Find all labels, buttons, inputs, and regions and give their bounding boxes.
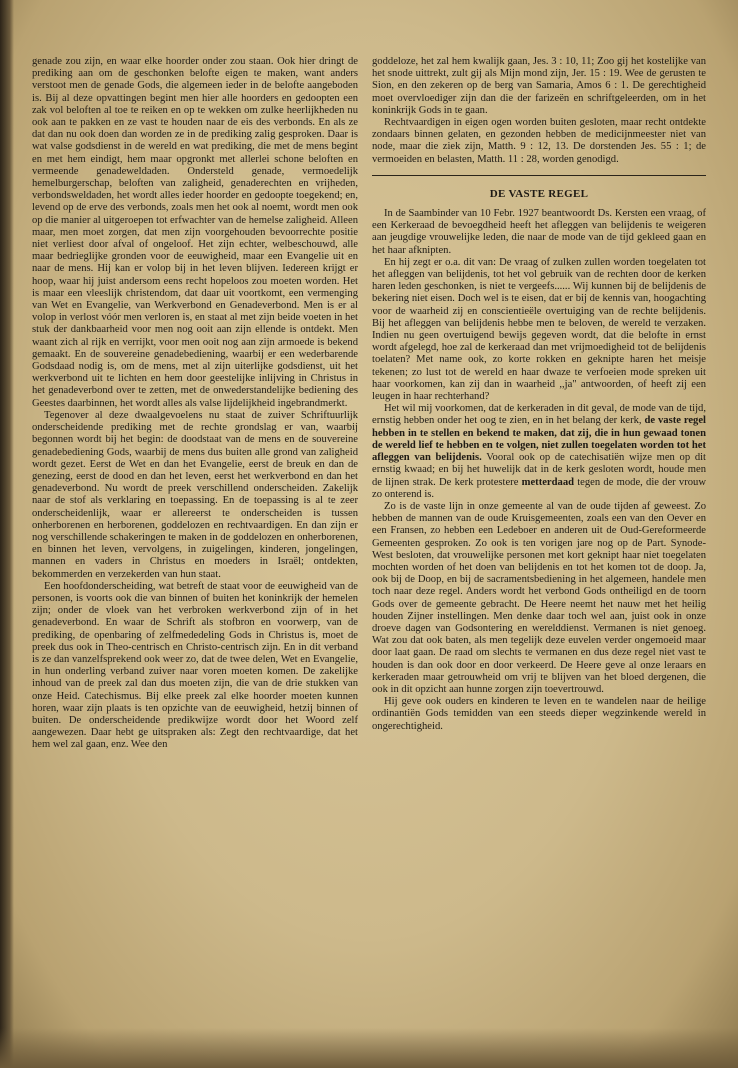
article-paragraph-4: Zo is de vaste lijn in onze gemeente al van de oude tijden af geweest. Zo hebben de mannen van de oude Kruisgemeenten, zoals een van den Oever en een Fransen, zo hebben een Ledeboer en anderen uit de Oud-Gereformeerde Gemeenten gesproken. Zo ook is ten vorigen jare nog op de Part. Synode-West besloten, dat vrouwelijke personen met kort geknipt haar niet toegelaten mochten worden of het doen van belijdenis en tot het komen tot de doop. Ja, ook bij de Doop, en bij de sacramentsbediening in het algemeen, handele men toch naar deze regel. Anders wordt het verbond Gods ontheiligd en de toorn Gods over de gemeente gebracht. De Heere neemt het nauw met het heilig houden Zijner instellingen. Men denke daar toch wel aan, juist ook in onze droeve dagen van Godsontering en werelddienst. Vermanen is niet genoeg. Wat zou dat ook baten, als men tegelijk deze euvelen verder ongemoeid maar door laat gaan. De raad om slechts te vermanen en dus deze regel niet vast te houden is dan ook door en door verkeerd. De Heere geve al onze leraars en kerkeraden maar getrouwheid om vrij te blijven van het bloed dergenen, die ook in dit opzicht aan hunne zorgen zijn toevertrouwd. (372, 500, 706, 695)
p3-start: Het wil mij voorkomen, dat de kerkeraden in dit geval, de mode van de tijd, ernstig hebben onder het oog te zien, en in het belang der kerk, (372, 403, 706, 427)
left-paragraph-1: genade zou zijn, en waar elke hoorder onder zou staan. Ook hier dringt de prediking aan om de geschonken belofte eigen te maken, want anders verstoot men de genade Gods, die algemeen ieder in de belofte aangeboden is. Bij al deze opvattingen begint men hier alle hoorders en gedoopten een zak vol beloften al toe te reiken en op te wekken om zulke heerlijkheden nu ook aan te pakken en ze vast te houden naar de eis des verbonds. En als ze dat dan nu ook doen dan worden ze in de prediking zalig gesproken. Daar is wat valse godsdienst in de wereld en wat prediking, die met de mens begint en met hem eindigt, hem maar opgronkt met allerlei schone beloften en vermeende genadeweldaden. Ondersteld genade, vermoedelijk hemelburgerschap, beloften van zaligheid, genaderechten en vrijheden, verbondsweldaden, het wordt alles ieder hoorder en gedoopte toegekend; en, levend op de erve des verbonds, zoals men het ook al noemt, wordt men ook op die manier al uitgeroepen tot erfwachter van de hemelse zaligheid. Alleen maar, men moet zorgen, dat men zijn voorgehouden bevoorrechte positie niet verliest door afval of ongeloof. Het zijn echter, welbeschouwd, alle maar bedrieglijke gronden voor de eeuwigheid, maar een Evangelie uit en naar de mens. Hij kan er volop bij in het leven blijven. Iedereen krijgt er hoop, waar hij juist andersom eens recht hopeloos zou moeten worden. Het is maar een vleeslijk christendom, dat daar uit voortkomt, een vermenging van Wet en Evangelie, van Werkverbond en Genadeverbond. Men is er al volop in verlost vóór men verloren is, en staat al met zijn beide voeten in het stuk der dankbaarheid voor men nog ooit aan zijn ellende is ontdekt. Men waant zich al rijk en verrijkt, voor men ooit nog aan zijn armoede is bekend gemaakt. En de souvereine genadebediening, waarbij er een wederbarende Godsdaad nodig is, om de mens, met al zijn uiterlijke godsdienst, uit het werkverbond uit te lichten en hem door geestelijke inlijving in Christus in het genadeverbond over te zetten, met de onwederstandelijke bediening des Geestes daarbinnen, het wordt alles als valse lijdelijkheid ingebrandmerkt. (32, 56, 358, 409)
article-paragraph-2: En hij zegt er o.a. dit van: De vraag of zulken zullen worden toegelaten tot het afleggen van belijdenis, tot het vol gebruik van de rechten door de kerken haren leden geschonken, is niet te vergeefs...... Wij kunnen bij de belijdenis de bekering niet eisen. Doch wel is te eisen, dat er bij de kennis van, hoogachting voor de waarheid zij en conscientieële overtuiging van de rechte belijdenis. Bij het afleggen van belijdenis hebbe men te beloven, de wereld te verzaken. Indien nu geen overtuigend bewijs gegeven wordt, dat die belofte in ernst wordt afgelegd, hoe zal de kerkeraad dan met vrijmoedigheid tot de belijdenis toelaten? Met name ook, zo korte rokken en geknipte haren het meisje tekenen; zo lust tot de wereld en haar dwaze te verfoeien mode spreken uit haar voorkomen, kan zij dan in waarheid ,,ja" antwoorden, of heeft zij een leugen in haar rechterhand? (372, 256, 706, 403)
right-intro-paragraph-2: Rechtvaardigen in eigen ogen worden buiten gesloten, maar recht ontdekte zondaars binnen gelaten, en gezonden hebben de medicijnmeester niet van node, maar die ziek zijn, Matth. 9 : 12, 13. De dorstenden Jes. 55 : 1; de vermoeiden en belasten, Matth. 11 : 28, worden genodigd. (372, 117, 706, 165)
p3-middle: Vooral ook op de catechisatiën wijze men op dit ernstig kwaad; en bij het huwelijk dat in de kerk gesloten wordt, houde men de lijnen strak. De kerk protestere (372, 452, 706, 488)
section-divider (372, 175, 706, 176)
p3-bold-word: metterdaad (521, 476, 575, 488)
right-column (372, 56, 706, 733)
article-paragraph-3 (372, 403, 706, 501)
p3-bold-rule: de vaste regel hebben in te stellen en bekend te maken, dat zij, die in hun gewaad tonen de wereld lief te hebben en te volgen, niet zullen toegelaten worden tot het afleggen van belijdenis. (372, 415, 706, 464)
article-paragraph-1: In de Saambinder van 10 Febr. 1927 beantwoordt Ds. Kersten een vraag, of een Kerkeraad de bevoegdheid heeft het afleggen van belijdenis te weigeren aan jeugdige vrouwelijke leden, die naar de mode van de tijd gekleed gaan en het haar afknipten. (372, 208, 706, 256)
left-paragraph-3: Een hoofdonderscheiding, wat betreft de staat voor de eeuwigheid van de personen, is voorts ook die van binnen of buiten het koninkrijk der hemelen zijn; onder de vloek van het verbroken werkverbond zijn of in het genadeverbond. En waar de Schrift als stofbron en voorwerp, van de prediking, de openbaring of zelfmededeling Gods in Christus is, moet de preek dus ook in Theo-centrisch en Christo-centrisch zijn. En in dit verband is ze dan vanzelfsprekend ook weer zo, dat de twee delen, Wet en Evangelie, in hun onderling verband zuiver naar voren moeten komen. De zakelijke inhoud van de preek zal dan dus moeten zijn, die van de drie stukken van onze Heid. Catechismus. Bij elke preek zal elke hoorder moeten kunnen horen, waar zijn plaats is ten opzichte van de eeuwigheid, hetzij binnen of buiten. De onderscheidende predikwijze wordt door het Woord zelf aangewezen. Daar hebt ge uitspraken als: Zegt den rechtvaardige, dat het hem wel zal gaan, enz. Wee den (32, 580, 358, 751)
article-heading: DE VASTE REGEL (489, 187, 589, 200)
page-left-shadow (0, 0, 14, 1068)
p3-end: tegen de mode, die der vrouw zo onterend is. (372, 476, 706, 500)
left-paragraph-2: Tegenover al deze dwaalgevoelens nu staat de zuiver Schriftuurlijk onderscheidende prediking met de rechte grondslag er van, waarbij begonnen wordt bij het begin: de doodstaat van de mens en de souvereine genadebediening Gods, waarbij de mens dus buiten alle grond van zaligheid wordt gezet. Eerst de Wet en dan het Evangelie, eerst de breuk en dan de genezing, eerst de dood en dan het leven, eerst het werkverbond en dan het genadeverbond. Nu wordt de preek verschillend onderscheiden. Zakelijk naar de stof als verklaring en toepassing. En de toepassing is al te zeer onderscheidenlijk, waar er allereerst te onderscheiden is tussen onherborenen en herborenen, goddelozen en rechtvaardigen. En dan zijn er nog verschillende schakeringen te maken in de goddelozen en onherborenen, en binnen het leven, vervolgens, in zuigelingen, kinderen, jongelingen, mannen en vaders in Christus en moeders in Israël; ontdekten, bekommerden en verzekerden van hun staat. (32, 409, 358, 580)
left-column (32, 56, 358, 752)
article-paragraph-5: Hij geve ook ouders en kinderen te leven en te wandelen naar de heilige ordinantiën Gods temidden van een steeds dieper wegzinkende wereld in ongerechtigheid. (372, 696, 706, 732)
page-bottom-shadow (0, 1028, 738, 1068)
right-intro-paragraph-1: goddeloze, het zal hem kwalijk gaan, Jes. 3 : 10, 11; Zoo gij het kostelijke van het snode uittrekt, zult gij als Mijn mond zijn, Jer. 15 : 19. Wee de gerusten te Sion, en den zekeren op de berg van Samaria, Amos 6 : 1. De gerechtigheid moet overvloediger zijn dan die der farizeën en schriftgeleerden, om in het koninkrijk Gods in te gaan. (372, 56, 706, 116)
